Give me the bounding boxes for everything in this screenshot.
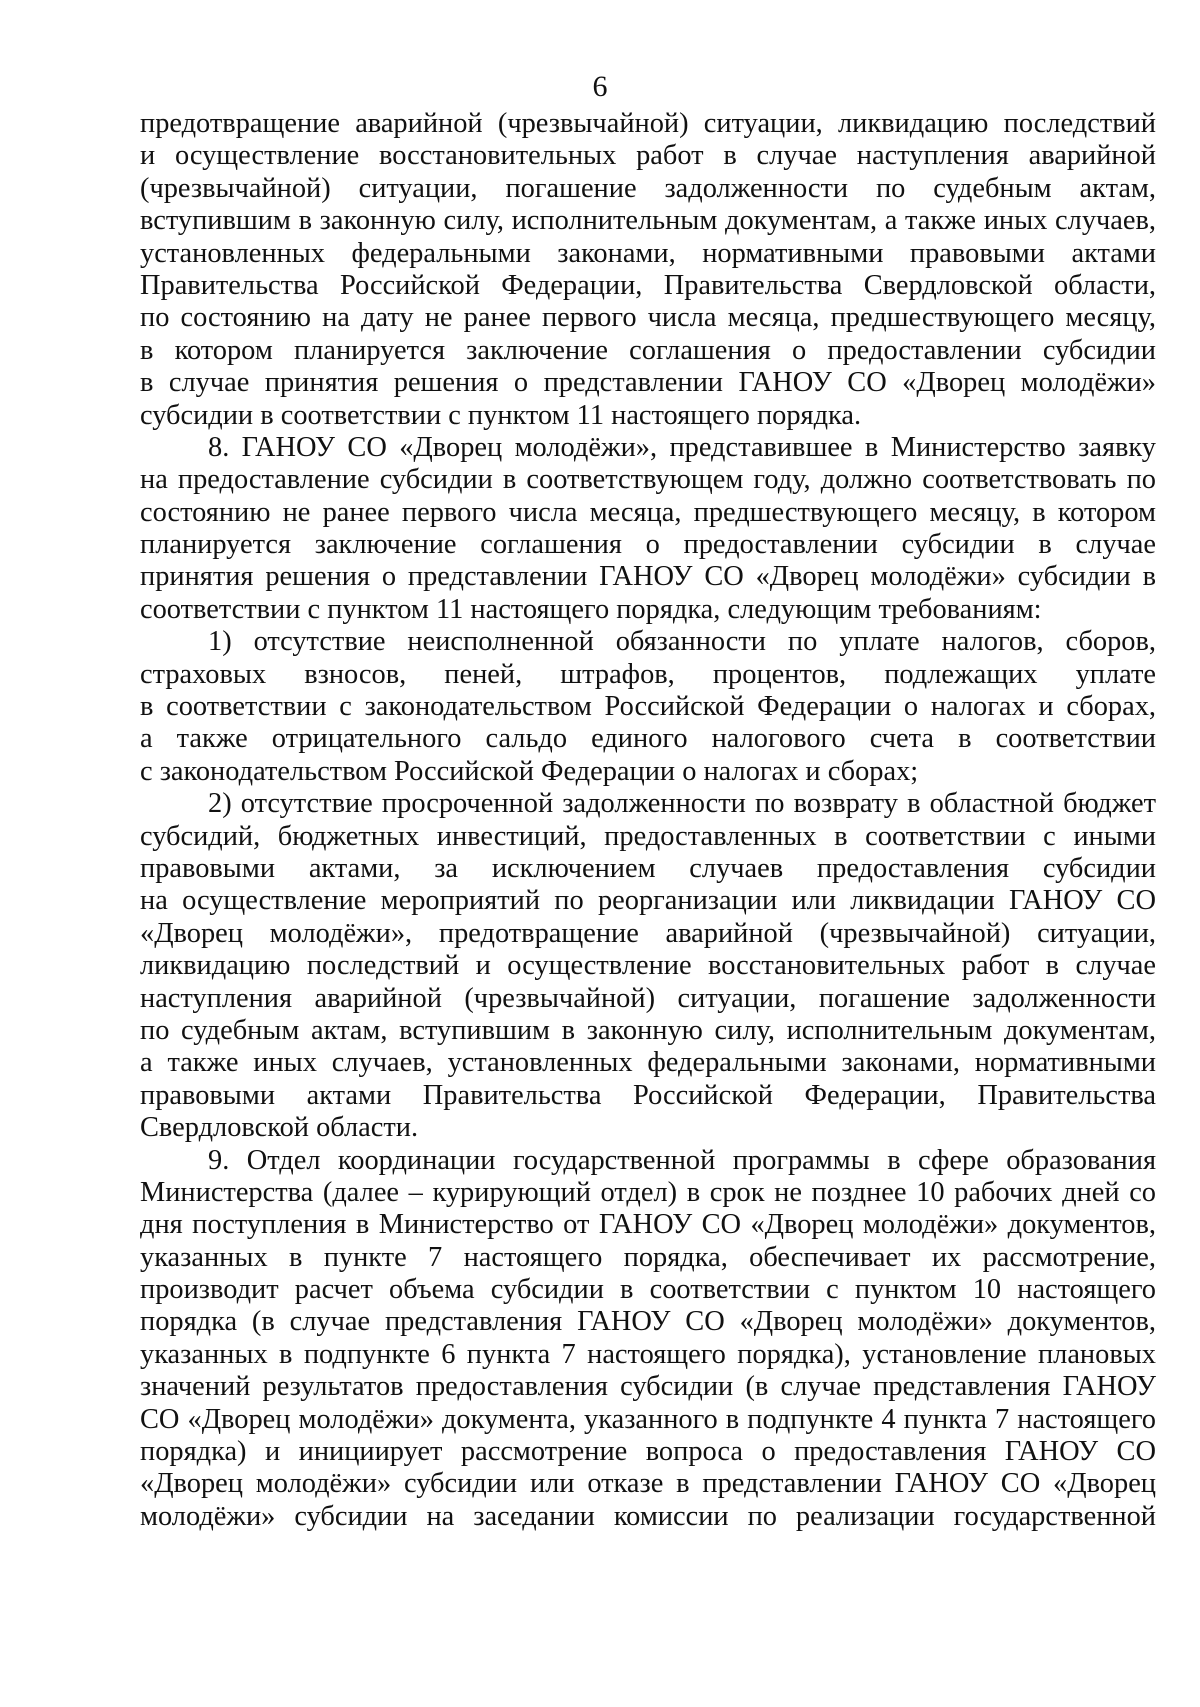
document-body [140, 108, 1156, 1533]
text-line: дня поступления в Министерство от ГАНОУ СО «Дворец молодёжи» документов, [140, 1209, 1156, 1241]
text-line: Правительства Российской Федерации, Правительства Свердловской области, [140, 269, 1156, 301]
text-line: значений результатов предоставления субсидии (в случае представления ГАНОУ [140, 1371, 1156, 1403]
text-line: 1) отсутствие неисполненной обязанности по уплате налогов, сборов, [208, 626, 1156, 658]
text-line: правовыми актами Правительства Российской Федерации, Правительства [140, 1079, 1156, 1111]
text-line: производит расчет объема субсидии в соответствии с пунктом 10 настоящего [140, 1274, 1156, 1306]
text-line: с законодательством Российской Федерации о налогах и сборах; [140, 755, 919, 787]
text-line: по состоянию на дату не ранее первого числа месяца, предшествующего месяцу, [140, 302, 1156, 334]
text-line: СО «Дворец молодёжи» документа, указанного в подпункте 4 пункта 7 настоящего [140, 1403, 1156, 1435]
text-line: «Дворец молодёжи» субсидии или отказе в представлении ГАНОУ СО «Дворец [140, 1468, 1156, 1500]
text-line: Свердловской области. [140, 1112, 419, 1144]
text-line: 9. Отдел координации государственной программы в сфере образования [208, 1144, 1156, 1176]
text-line: субсидий, бюджетных инвестиций, предоставленных в соответствии с иными [140, 820, 1156, 852]
text-line: страховых взносов, пеней, штрафов, процентов, подлежащих уплате [140, 658, 1156, 690]
text-line: правовыми актами, за исключением случаев предоставления субсидии [140, 852, 1156, 884]
text-line: и осуществление восстановительных работ в случае наступления аварийной [140, 140, 1156, 172]
text-line: в соответствии с законодательством Российской Федерации о налогах и сборах, [140, 691, 1156, 723]
text-line: состоянию не ранее первого числа месяца, предшествующего месяцу, в котором [140, 496, 1156, 528]
text-line: порядка) и инициирует рассмотрение вопроса о предоставления ГАНОУ СО [140, 1436, 1156, 1468]
text-line: (чрезвычайной) ситуации, погашение задолженности по судебным актам, [140, 172, 1156, 204]
text-line: Министерства (далее – курирующий отдел) в срок не позднее 10 рабочих дней со [140, 1176, 1156, 1208]
text-line: указанных в пункте 7 настоящего порядка, обеспечивает их рассмотрение, [140, 1241, 1156, 1273]
text-line: в случае принятия решения о представлении ГАНОУ СО «Дворец молодёжи» [140, 367, 1156, 399]
text-line: соответствии с пунктом 11 настоящего порядка, следующим требованиям: [140, 593, 1042, 625]
text-line: на осуществление мероприятий по реорганизации или ликвидации ГАНОУ СО [140, 885, 1156, 917]
text-line: предотвращение аварийной (чрезвычайной) ситуации, ликвидацию последствий [140, 108, 1156, 139]
text-line: по судебным актам, вступившим в законную силу, исполнительным документам, [140, 1014, 1156, 1046]
text-line: «Дворец молодёжи», предотвращение аварийной (чрезвычайной) ситуации, [140, 917, 1156, 949]
text-line: молодёжи» субсидии на заседании комиссии по реализации государственной [140, 1500, 1156, 1532]
text-line: а также иных случаев, установленных федеральными законами, нормативными [140, 1047, 1156, 1079]
text-line: порядка (в случае представления ГАНОУ СО «Дворец молодёжи» документов, [140, 1306, 1156, 1338]
text-line: 2) отсутствие просроченной задолженности по возврату в областной бюджет [208, 788, 1156, 820]
text-line: субсидии в соответствии с пунктом 11 настоящего порядка. [140, 399, 862, 431]
text-line: планируется заключение соглашения о предоставлении субсидии в случае [140, 529, 1156, 561]
text-line: принятия решения о представлении ГАНОУ СО «Дворец молодёжи» субсидии в [140, 561, 1156, 593]
page-number: 6 [592, 70, 608, 103]
text-line: указанных в подпункте 6 пункта 7 настоящего порядка), установление плановых [140, 1338, 1156, 1370]
text-line: а также отрицательного сальдо единого налогового счета в соответствии [140, 723, 1156, 755]
text-line: 8. ГАНОУ СО «Дворец молодёжи», представившее в Министерство заявку [208, 431, 1156, 463]
text-line: наступления аварийной (чрезвычайной) ситуации, погашение задолженности [140, 982, 1156, 1014]
text-line: установленных федеральными законами, нормативными правовыми актами [140, 237, 1156, 269]
text-line: ликвидацию последствий и осуществление восстановительных работ в случае [140, 950, 1156, 982]
text-line: в котором планируется заключение соглашения о предоставлении субсидии [140, 334, 1156, 366]
text-line: вступившим в законную силу, исполнительным документам, а также иных случаев, [140, 205, 1156, 237]
text-line: на предоставление субсидии в соответствующем году, должно соответствовать по [140, 464, 1156, 496]
